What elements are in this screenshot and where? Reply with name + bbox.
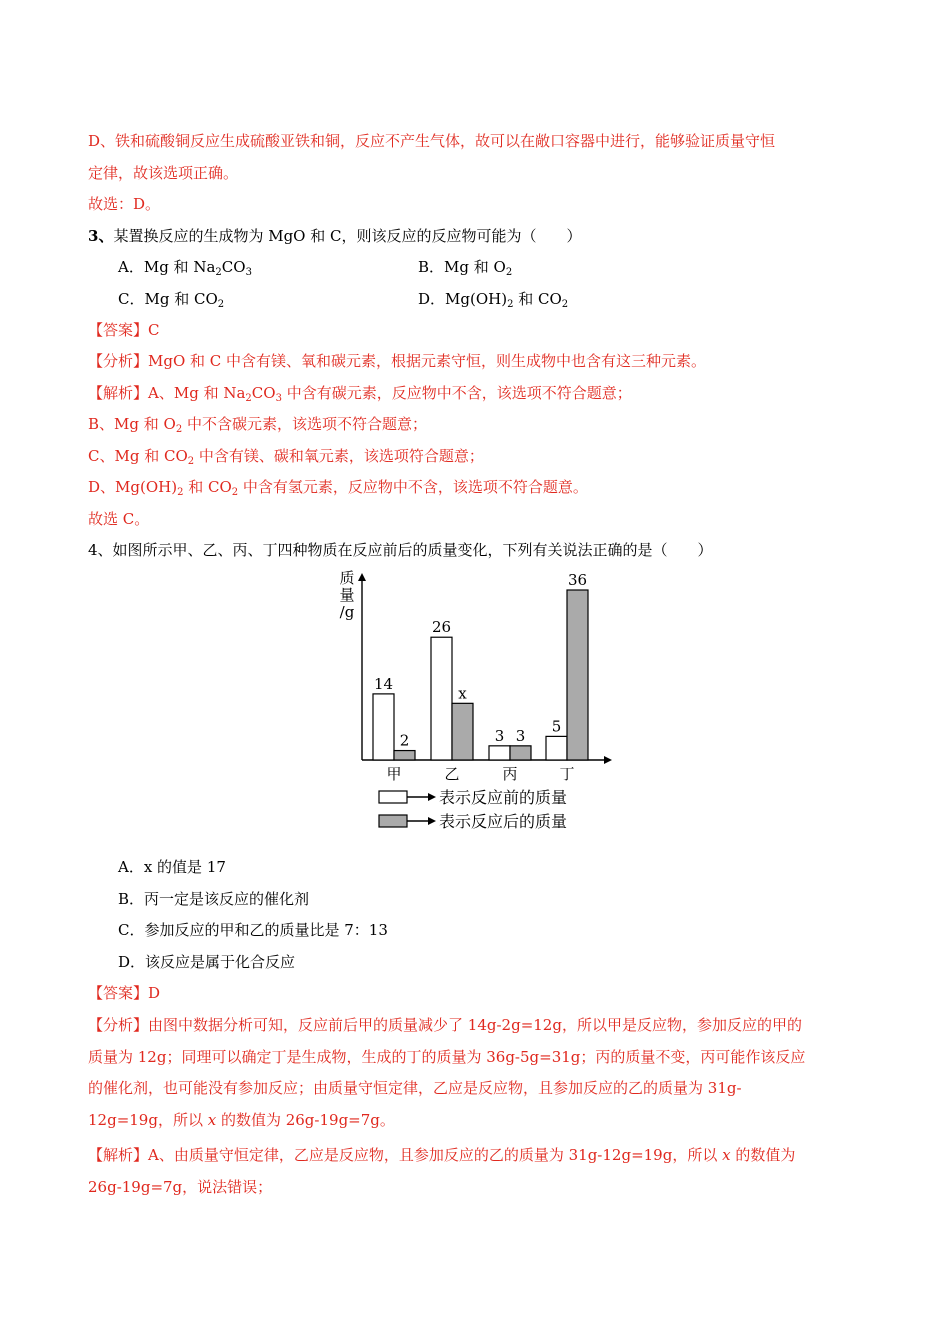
bar-value-label: 36: [567, 571, 588, 589]
bar: [373, 694, 394, 760]
x-tick-label: 乙: [444, 765, 460, 783]
prev-analysis-line1: D、铁和硫酸铜反应生成硫酸亚铁和铜，反应不产生气体，故可以在敞口容器中进行，能够验证质量守恒: [88, 132, 776, 150]
q4-analysis-line3: 的催化剂，也可能没有参加反应；由质量守恒定律，乙应是反应物，且参加反应的乙的质量为 31g-: [88, 1079, 742, 1097]
legend-label: 表示反应后的质量: [439, 812, 568, 831]
y-axis-label: 量: [339, 586, 355, 604]
mass-bar-chart: [300, 565, 620, 845]
q4-analysis-line4: 12g=19g，所以 x 的数值为 26g-19g=7g。: [88, 1111, 395, 1129]
q4-explain-line1: 【解析】A、由质量守恒定律，乙应是反应物，且参加反应的乙的质量为 31g-12g=19g，所以 x 的数值为: [88, 1146, 796, 1164]
q3-option-d: D．$Mg(OH)_2$ 和 $CO_2$: [418, 290, 569, 310]
q4-analysis-line1: 【分析】由图中数据分析可知，反应前后甲的质量减少了 14g-2g=12g，所以甲是反应物，参加反应的甲的: [88, 1016, 802, 1034]
bar: [394, 751, 415, 760]
bar-value-label: 5: [551, 717, 562, 736]
q3-number: 3: [88, 227, 99, 245]
bar-value-label: 3: [494, 726, 505, 745]
q3-option-c: C．Mg 和 $CO_2$: [118, 290, 225, 310]
y-axis-arrow: [358, 573, 366, 581]
legend-arrow-icon: [428, 793, 436, 801]
x-tick-label: 丙: [502, 765, 518, 783]
q4-option-a: A．x 的值是 17: [118, 858, 226, 876]
q3-option-a: A．Mg 和 $Na_2CO_3$: [118, 258, 252, 278]
q3-option-b: B．Mg 和 $O_2$: [418, 258, 513, 278]
q4-option-d: D．该反应是属于化合反应: [118, 953, 296, 971]
bar: [431, 637, 452, 760]
y-axis-label: /g: [339, 603, 355, 621]
legend-swatch: [379, 791, 407, 803]
q3-stem: [88, 225, 582, 247]
q3-explain-d: D、$Mg(OH)_2$ 和 $CO_2$ 中含有氢元素，反应物中不含，该选项不符合题意。: [88, 478, 588, 498]
x-tick-label: 丁: [559, 765, 575, 783]
bar-value-label: 26: [431, 618, 452, 637]
bar: [546, 736, 567, 760]
q4-explain-line2: 26g-19g=7g，说法错误；: [88, 1178, 273, 1196]
bar: [510, 746, 531, 760]
q4-stem: 4、如图所示甲、乙、丙、丁四种物质在反应前后的质量变化，下列有关说法正确的是（ ）: [88, 541, 713, 559]
bar-value-label: 2: [399, 731, 410, 750]
q3-explain-a: 【解析】A、Mg 和 $Na_2CO_3$ 中含有碳元素，反应物中不含，该选项不符合题意；: [88, 384, 632, 404]
bar-value-label: 14: [373, 674, 394, 693]
bar: [567, 590, 588, 760]
q4-option-c: C．参加反应的甲和乙的质量比是 7：13: [118, 921, 388, 939]
q3-choice: 故选 C。: [88, 510, 150, 528]
q3-explain-c: C、Mg 和 $CO_2$ 中含有镁、碳和氧元素，该选项符合题意；: [88, 447, 484, 467]
bar: [452, 703, 473, 760]
x-axis-arrow: [604, 756, 612, 764]
bar: [489, 746, 510, 760]
prev-choice: 故选：D。: [88, 195, 161, 213]
bar-value-label: x: [458, 684, 467, 703]
legend-label: 表示反应前的质量: [439, 788, 568, 807]
q4-answer: 【答案】D: [88, 984, 161, 1002]
legend-arrow-icon: [428, 817, 436, 825]
legend-swatch: [379, 815, 407, 827]
bar-value-label: 3: [515, 726, 526, 745]
q3-explain-b: B、Mg 和 $O_2$ 中不含碳元素，该选项不符合题意；: [88, 415, 427, 435]
q3-analysis: 【分析】MgO 和 C 中含有镁、氧和碳元素，根据元素守恒，则生成物中也含有这三种元素。: [88, 352, 707, 370]
q3-answer: 【答案】C: [88, 321, 160, 339]
q3-sep: 、: [98, 227, 114, 245]
prev-analysis-line2: 定律，故该选项正确。: [88, 164, 239, 182]
x-tick-label: 甲: [386, 765, 402, 783]
q3-stem-text: 某置换反应的生成物为 MgO 和 C，则该反应的反应物可能为（ ）: [113, 227, 582, 245]
q4-option-b: B．丙一定是该反应的催化剂: [118, 890, 310, 908]
y-axis-label: 质: [339, 569, 355, 587]
q4-analysis-line2: 质量为 12g；同理可以确定丁是生成物，生成的丁的质量为 36g-5g=31g；丙的质量不变，丙可能作该反应: [88, 1048, 806, 1066]
